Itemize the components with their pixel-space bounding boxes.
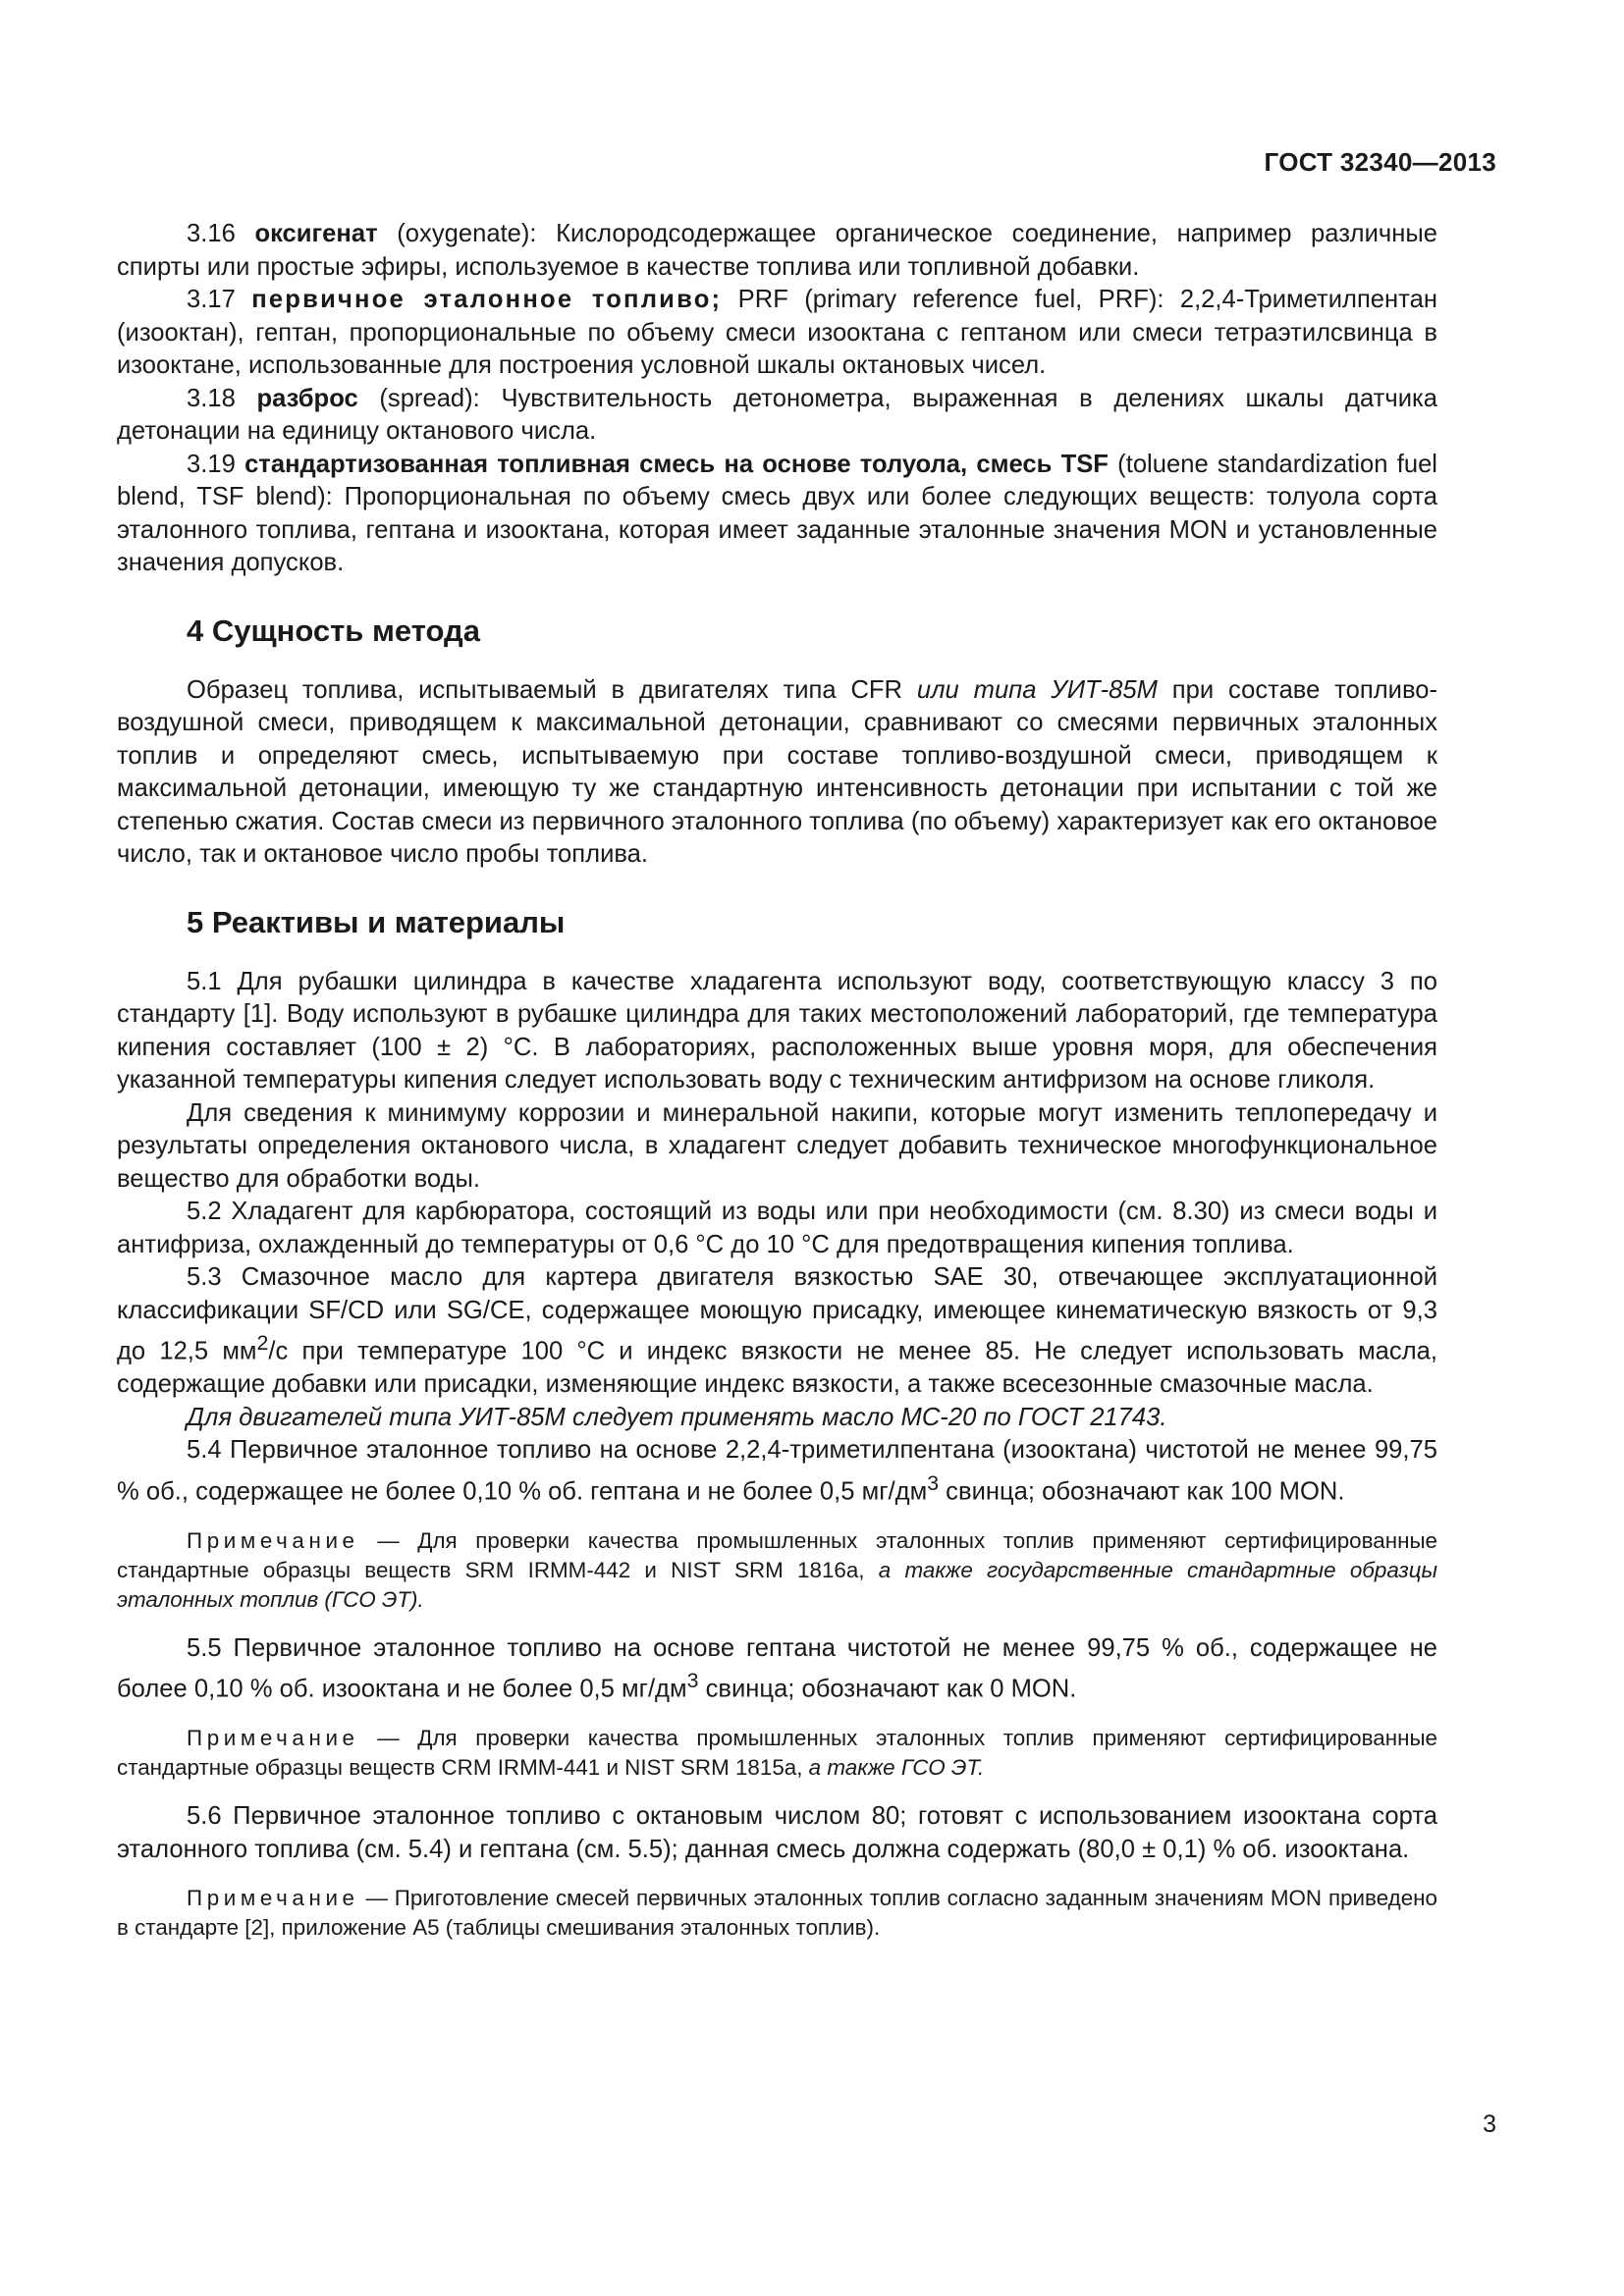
note-dash: — — [358, 1527, 418, 1553]
text-run: Приготовление смесей первичных эталонных топлив согласно заданным значениям MON приведено в стандарте [2], приложение А5 (таблицы смешивания эталонных топлив). — [117, 1886, 1437, 1941]
italic-run: а также государственные стандартные образцы эталонных топлив (ГСО ЭТ). — [117, 1557, 1438, 1612]
text-run: 5.4 Первичное эталонное топливо на основе 2,2,4-триметилпентана (изооктана) чистотой не менее 99,75 % об., содержащее не более 0,10 % об. гептана и не более 0,5 мг/дм — [117, 1436, 1437, 1506]
section-5-title: 5 Реактивы и материалы — [187, 904, 566, 939]
superscript: 2 — [256, 1331, 269, 1355]
text-run: 5.3 Смазочное масло для картера двигателя вязкостью SAE 30, отвечающее эксплуатационной классификации SF/CD или SG/CE, содержащее моющую присадку, имеющее кинематическую вязкость от 9,3 до 12,5 мм — [117, 1263, 1437, 1365]
def-number: 3.16 — [187, 220, 236, 247]
section-4-title: 4 Сущность метода — [187, 613, 480, 648]
standard-header: ГОСТ 32340—2013 — [1264, 147, 1496, 177]
def-number: 3.17 — [187, 286, 236, 313]
note-dash: — — [358, 1886, 395, 1911]
def-text: (toluene standardization fuel blend, TSF blend): Пропорциональная по объему смесь двух или более следующих веществ: толуола сорта эталонного топлива, гептана и изооктана, которая имеет заданные эталонные значения MON и установленные значения допусков. — [117, 450, 1437, 576]
note-label: Примечание — [187, 1726, 359, 1751]
def-number: 3.18 — [187, 384, 236, 412]
definition-3-19 — [117, 449, 1437, 580]
text-run: Для проверки качества промышленных эталонных топлив применяют сертифицированные стандартные образцы веществ SRM IRMM-442 и NIST SRM 1816a, — [117, 1527, 1437, 1582]
text-run: Для проверки качества промышленных эталонных топлив применяют сертифицированные стандартные образцы веществ CRM IRMM-441 и NIST SRM 1815a, — [117, 1726, 1437, 1781]
def-text: PRF (primary reference fuel, PRF): 2,2,4-Триметилпентан (изооктан), гептан, пропорциональные по объему смеси изооктана с гептаном или смеси тетраэтилсвинца в изооктане, использованные для построения условной шкалы октановых чисел. — [117, 286, 1437, 379]
document-body — [117, 218, 1437, 1960]
page-number: 3 — [1483, 2110, 1496, 2138]
superscript: 3 — [927, 1470, 940, 1495]
note-label: Примечание — [187, 1527, 359, 1553]
text-run: при составе топливо-воздушной смеси, приводящем к максимальной детонации, сравнивают со смесями первичных эталонных топлив и определяют смесь, испытываемую при составе топливо-воздушной смеси, приводящем к максимальной детонации, имеющую ту же стандартную интенсивность детонации при испытании с той же степенью сжатия. Состав смеси из первичного эталонного топлива (по объему) характеризует как его октановое число, так и октановое число пробы топлива. — [117, 675, 1438, 868]
text-run: Образец топлива, испытываемый в двигателях типа CFR — [187, 675, 917, 704]
paragraph-5-3-italic — [117, 1402, 1437, 1435]
paragraph-5-2: 5.2 Хладагент для карбюратора, состоящий из воды или при необходимости (см. 8.30) из смеси воды и антифриза, охлажденный до температуры от 0,6 °С до 10 °С для предотвращения кипения топлива. — [117, 1198, 1437, 1258]
note-1 — [117, 1526, 1437, 1615]
def-term: оксигенат — [254, 220, 378, 247]
italic-run: а также ГСО ЭТ. — [808, 1755, 985, 1781]
text-run: /с при температуре 100 °С и индекс вязкости не менее 85. Не следует использовать масла, содержащие добавки или присадки, изменяющие индекс вязкости, а также всесезонные смазочные масла. — [117, 1337, 1437, 1399]
note-dash: — — [358, 1726, 418, 1751]
def-term: разброс — [256, 384, 358, 412]
section-4-paragraph — [117, 674, 1437, 872]
paragraph-5-3 — [117, 1261, 1437, 1402]
superscript: 3 — [686, 1669, 699, 1693]
note-3 — [117, 1884, 1437, 1943]
italic-run: Для двигателей типа УИТ-85М следует применять масло МС-20 по ГОСТ 21743. — [187, 1403, 1167, 1431]
def-term: стандартизованная топливная смесь на основе толуола, смесь TSF — [244, 450, 1109, 478]
text-run: 5.5 Первичное эталонное топливо на основе гептана чистотой не менее 99,75 % об., содержащее не более 0,10 % об. изооктана и не более 0,5 мг/дм — [117, 1633, 1437, 1703]
definition-3-16 — [117, 218, 1437, 284]
paragraph-5-1: 5.1 Для рубашки цилиндра в качестве хладагента используют воду, соответствующую классу 3 по стандарту [1]. Воду используют в рубашке цилиндра для таких местоположений лабораторий, где температура кипения составляет (100 ± 2) °С. В лабораториях, расположенных выше уровня моря, для обеспечения указанной температуры кипения следует использовать воду с техническим антифризом на основе гликоля. — [117, 967, 1437, 1094]
paragraph-5-1-cont: Для сведения к минимуму коррозии и минеральной накипи, которые могут изменить теплопередачу и результаты определения октанового числа, в хладагент следует добавить техническое многофункциональное вещество для обработки воды. — [117, 1098, 1437, 1193]
def-term: первичное эталонное топливо; — [251, 286, 723, 313]
note-label: Примечание — [187, 1886, 359, 1911]
paragraph-5-6: 5.6 Первичное эталонное топливо с октановым числом 80; готовят с использованием изооктана сорта эталонного топлива (см. 5.4) и гептана (см. 5.5); данная смесь должна содержать (80,0 ± 0,1) % об. изооктана. — [117, 1802, 1437, 1863]
def-text: (spread): Чувствительность детонометра, выраженная в делениях шкалы датчика детонации на единицу октанового числа. — [117, 384, 1437, 445]
text-run: свинца; обозначают как 0 MON. — [698, 1675, 1077, 1703]
text-run: свинца; обозначают как 100 MON. — [939, 1477, 1345, 1506]
definition-3-18 — [117, 383, 1437, 449]
note-2 — [117, 1724, 1437, 1783]
italic-run: или типа УИТ-85М — [916, 675, 1158, 704]
definition-3-17 — [117, 284, 1437, 383]
paragraph-5-4 — [117, 1434, 1437, 1509]
def-number: 3.19 — [187, 450, 236, 478]
def-text: (oxygenate): Кислородсодержащее органическое соединение, например различные спирты или простые эфиры, используемое в качестве топлива или топливной добавки. — [117, 220, 1437, 281]
paragraph-5-5 — [117, 1632, 1437, 1707]
